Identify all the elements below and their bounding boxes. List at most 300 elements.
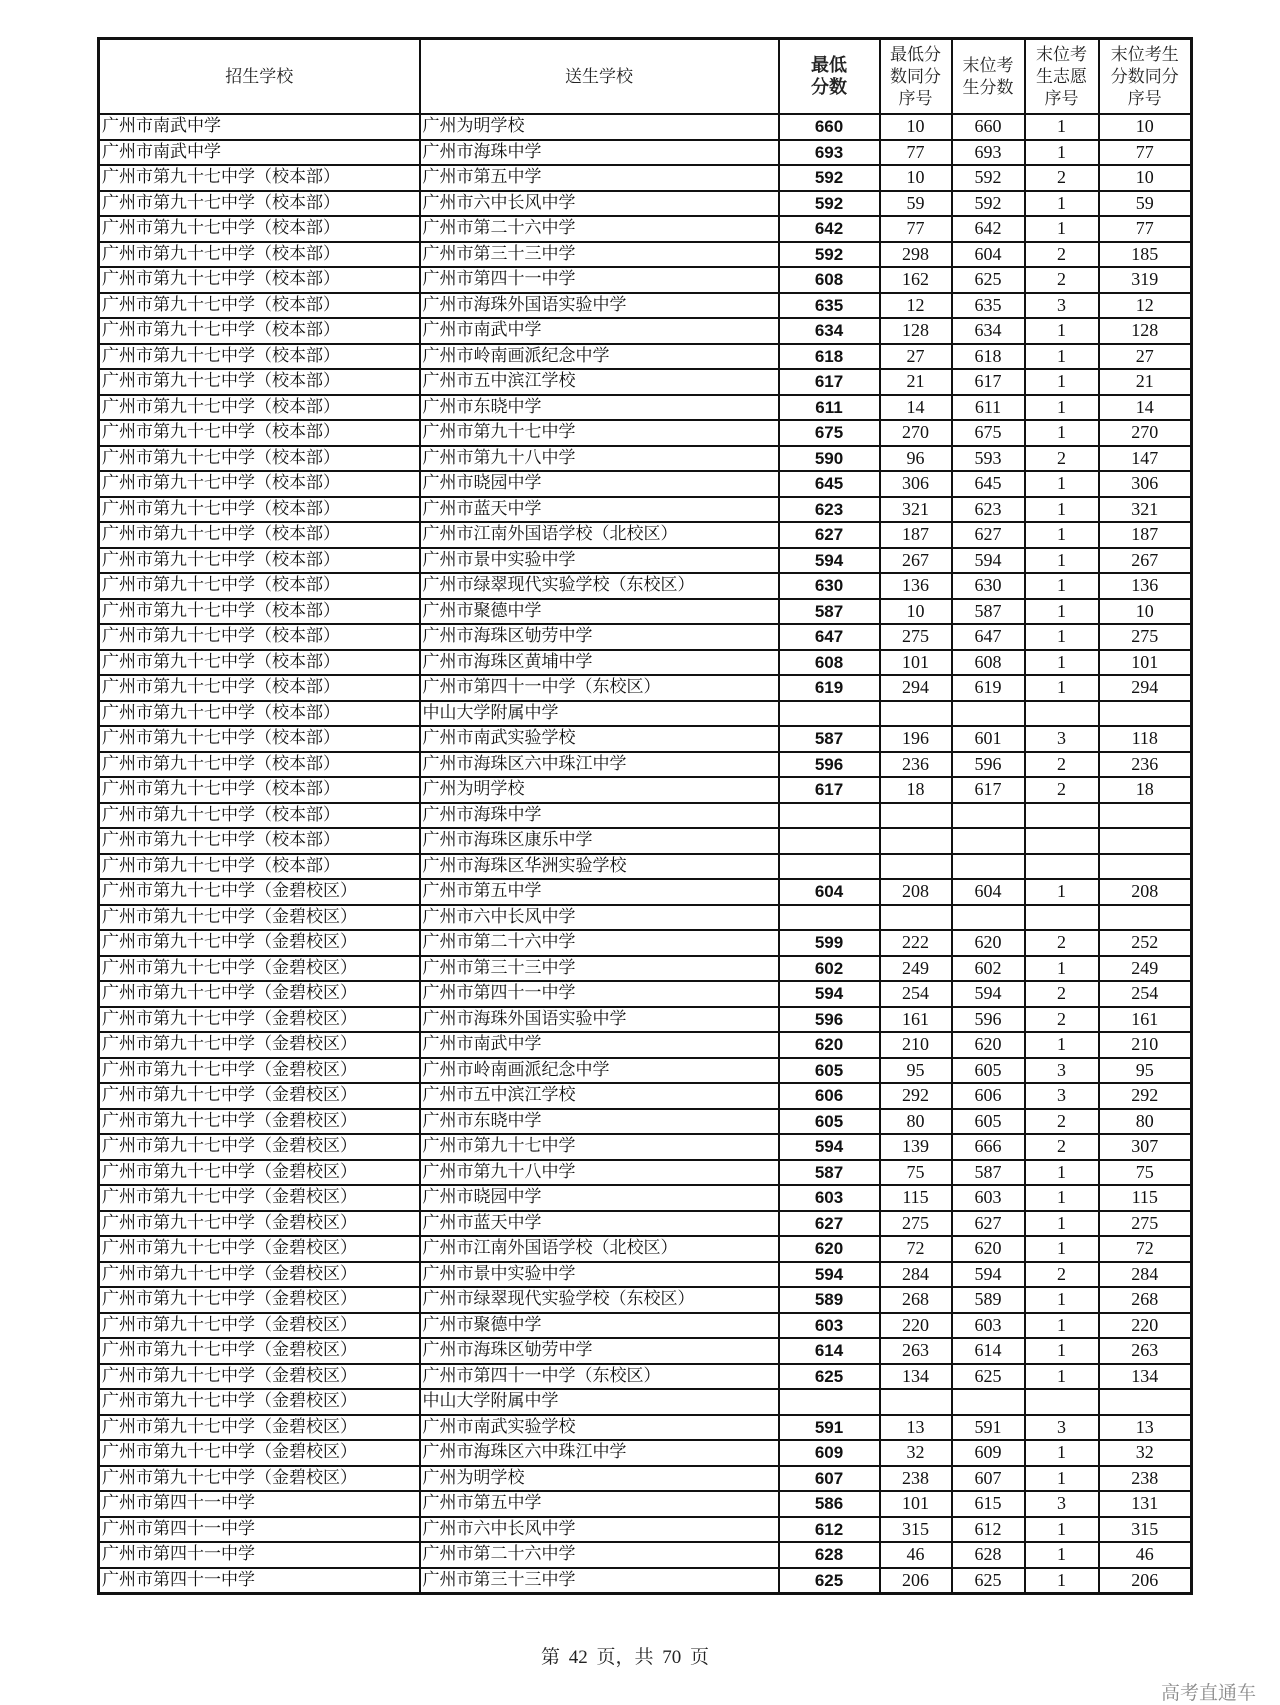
cell-last-student-choice-rank: 3 <box>1025 293 1099 319</box>
table-row <box>99 267 1192 293</box>
cell-sending-school: 广州市景中实验中学 <box>420 1262 779 1288</box>
cell-admitting-school: 广州市第九十七中学（校本部） <box>99 216 420 242</box>
cell-last-student-score: 627 <box>952 522 1025 548</box>
cell-min-score-tie-rank: 236 <box>880 752 952 778</box>
cell-last-student-choice-rank: 1 <box>1025 1287 1099 1313</box>
cell-min-score: 603 <box>779 1313 880 1339</box>
cell-min-score-tie-rank <box>880 905 952 931</box>
table-row <box>99 752 1192 778</box>
header-label-line: 末位考生 <box>1110 44 1179 65</box>
cell-last-student-choice-rank: 1 <box>1025 1364 1099 1390</box>
cell-last-student-score: 609 <box>952 1440 1025 1466</box>
cell-admitting-school: 广州市第九十七中学（校本部） <box>99 497 420 523</box>
cell-sending-school: 广州市第四十一中学 <box>420 267 779 293</box>
cell-last-student-choice-rank: 1 <box>1025 650 1099 676</box>
cell-sending-school: 广州市第五中学 <box>420 165 779 191</box>
cell-min-score-tie-rank: 206 <box>880 1568 952 1594</box>
table-row <box>99 1287 1192 1313</box>
table-row <box>99 242 1192 268</box>
cell-last-student-score: 618 <box>952 344 1025 370</box>
cell-last-student-choice-rank: 1 <box>1025 395 1099 421</box>
cell-min-score-tie-rank: 220 <box>880 1313 952 1339</box>
cell-min-score-tie-rank: 18 <box>880 777 952 803</box>
cell-min-score: 619 <box>779 675 880 701</box>
cell-last-student-choice-rank: 1 <box>1025 1185 1099 1211</box>
cell-min-score-tie-rank: 115 <box>880 1185 952 1211</box>
cell-min-score: 607 <box>779 1466 880 1492</box>
cell-sending-school: 广州市海珠外国语实验中学 <box>420 1007 779 1033</box>
cell-admitting-school: 广州市第九十七中学（校本部） <box>99 548 420 574</box>
cell-min-score: 606 <box>779 1083 880 1109</box>
cell-last-student-tie-rank: 275 <box>1099 1211 1192 1237</box>
table-row <box>99 777 1192 803</box>
cell-admitting-school: 广州市第四十一中学 <box>99 1517 420 1543</box>
cell-admitting-school: 广州市第九十七中学（金碧校区） <box>99 956 420 982</box>
cell-min-score <box>779 701 880 727</box>
cell-last-student-choice-rank: 1 <box>1025 599 1099 625</box>
cell-last-student-score: 608 <box>952 650 1025 676</box>
cell-min-score-tie-rank <box>880 854 952 880</box>
cell-last-student-choice-rank <box>1025 701 1099 727</box>
cell-last-student-score: 625 <box>952 267 1025 293</box>
cell-min-score: 587 <box>779 599 880 625</box>
cell-last-student-tie-rank: 80 <box>1099 1109 1192 1135</box>
cell-last-student-tie-rank: 254 <box>1099 981 1192 1007</box>
cell-admitting-school: 广州市第九十七中学（金碧校区） <box>99 1134 420 1160</box>
cell-min-score-tie-rank: 275 <box>880 1211 952 1237</box>
table-row <box>99 497 1192 523</box>
cell-last-student-tie-rank: 187 <box>1099 522 1192 548</box>
cell-sending-school: 广州市第五中学 <box>420 1491 779 1517</box>
cell-last-student-choice-rank: 1 <box>1025 1568 1099 1594</box>
cell-last-student-score: 620 <box>952 930 1025 956</box>
cell-sending-school: 广州市蓝天中学 <box>420 1211 779 1237</box>
cell-last-student-score: 666 <box>952 1134 1025 1160</box>
cell-last-student-score: 594 <box>952 548 1025 574</box>
cell-last-student-choice-rank: 2 <box>1025 165 1099 191</box>
table-body <box>99 114 1192 1594</box>
cell-last-student-tie-rank: 238 <box>1099 1466 1192 1492</box>
cell-min-score-tie-rank: 10 <box>880 599 952 625</box>
cell-min-score-tie-rank: 96 <box>880 446 952 472</box>
cell-last-student-choice-rank: 3 <box>1025 726 1099 752</box>
cell-sending-school: 广州市岭南画派纪念中学 <box>420 344 779 370</box>
cell-last-student-score: 617 <box>952 369 1025 395</box>
cell-min-score: 693 <box>779 140 880 166</box>
cell-admitting-school: 广州市第四十一中学 <box>99 1542 420 1568</box>
cell-last-student-score: 592 <box>952 165 1025 191</box>
cell-last-student-choice-rank: 1 <box>1025 624 1099 650</box>
cell-sending-school: 广州市海珠区黄埔中学 <box>420 650 779 676</box>
cell-admitting-school: 广州市第九十七中学（校本部） <box>99 369 420 395</box>
cell-last-student-choice-rank <box>1025 828 1099 854</box>
cell-min-score: 617 <box>779 369 880 395</box>
cell-last-student-tie-rank: 10 <box>1099 114 1192 140</box>
cell-min-score-tie-rank: 134 <box>880 1364 952 1390</box>
cell-last-student-tie-rank: 315 <box>1099 1517 1192 1543</box>
cell-last-student-tie-rank: 131 <box>1099 1491 1192 1517</box>
cell-last-student-tie-rank: 27 <box>1099 344 1192 370</box>
table-row <box>99 522 1192 548</box>
cell-last-student-score: 625 <box>952 1364 1025 1390</box>
cell-last-student-choice-rank: 3 <box>1025 1491 1099 1517</box>
cell-sending-school: 广州市海珠区华洲实验学校 <box>420 854 779 880</box>
cell-min-score: 642 <box>779 216 880 242</box>
cell-admitting-school: 广州市第九十七中学（校本部） <box>99 828 420 854</box>
cell-min-score-tie-rank: 298 <box>880 242 952 268</box>
table-row <box>99 879 1192 905</box>
cell-min-score: 594 <box>779 981 880 1007</box>
header-label-line: 最低 <box>811 54 847 76</box>
cell-admitting-school: 广州市第九十七中学（金碧校区） <box>99 1313 420 1339</box>
cell-sending-school: 广州市第九十七中学 <box>420 420 779 446</box>
cell-min-score-tie-rank: 284 <box>880 1262 952 1288</box>
cell-admitting-school: 广州市第九十七中学（校本部） <box>99 522 420 548</box>
cell-last-student-score: 605 <box>952 1109 1025 1135</box>
cell-min-score: 608 <box>779 650 880 676</box>
cell-last-student-choice-rank: 1 <box>1025 318 1099 344</box>
cell-sending-school: 广州市海珠区六中珠江中学 <box>420 752 779 778</box>
cell-sending-school: 广州市海珠区劬劳中学 <box>420 624 779 650</box>
cell-min-score: 592 <box>779 165 880 191</box>
cell-min-score-tie-rank: 21 <box>880 369 952 395</box>
cell-admitting-school: 广州市第九十七中学（校本部） <box>99 803 420 829</box>
header-label-line: 序号 <box>1127 88 1162 109</box>
cell-min-score-tie-rank: 267 <box>880 548 952 574</box>
cell-last-student-choice-rank: 2 <box>1025 1109 1099 1135</box>
cell-min-score-tie-rank: 210 <box>880 1032 952 1058</box>
cell-min-score: 647 <box>779 624 880 650</box>
cell-admitting-school: 广州市第九十七中学（金碧校区） <box>99 1287 420 1313</box>
cell-sending-school: 广州市第二十六中学 <box>420 1542 779 1568</box>
cell-last-student-tie-rank: 249 <box>1099 956 1192 982</box>
header-label-line: 最低分 <box>890 44 941 65</box>
table-row <box>99 930 1192 956</box>
page-number-footer: 第 42 页，共 70 页 <box>540 1647 709 1668</box>
cell-sending-school: 广州市南武中学 <box>420 1032 779 1058</box>
cell-sending-school: 广州市海珠中学 <box>420 140 779 166</box>
admission-score-table <box>97 37 1193 1595</box>
table-row <box>99 1007 1192 1033</box>
header-label-line: 末位考 <box>962 55 1014 76</box>
cell-sending-school: 广州市第九十八中学 <box>420 1160 779 1186</box>
cell-last-student-tie-rank: 59 <box>1099 191 1192 217</box>
cell-min-score: 617 <box>779 777 880 803</box>
table-row <box>99 1568 1192 1594</box>
cell-last-student-choice-rank: 3 <box>1025 1083 1099 1109</box>
cell-last-student-choice-rank: 1 <box>1025 548 1099 574</box>
cell-sending-school: 广州市聚德中学 <box>420 1313 779 1339</box>
table-row <box>99 1134 1192 1160</box>
cell-last-student-tie-rank: 252 <box>1099 930 1192 956</box>
cell-sending-school: 中山大学附属中学 <box>420 701 779 727</box>
cell-sending-school: 广州市第五中学 <box>420 879 779 905</box>
cell-last-student-score: 601 <box>952 726 1025 752</box>
cell-min-score: 620 <box>779 1032 880 1058</box>
table-row <box>99 114 1192 140</box>
cell-admitting-school: 广州市第九十七中学（金碧校区） <box>99 1160 420 1186</box>
cell-admitting-school: 广州市第九十七中学（校本部） <box>99 242 420 268</box>
header-label-line: 数同分 <box>890 66 941 87</box>
cell-min-score: 627 <box>779 1211 880 1237</box>
cell-last-student-tie-rank: 321 <box>1099 497 1192 523</box>
cell-sending-school: 广州为明学校 <box>420 114 779 140</box>
cell-last-student-choice-rank: 1 <box>1025 956 1099 982</box>
table-row <box>99 140 1192 166</box>
cell-last-student-choice-rank: 1 <box>1025 369 1099 395</box>
cell-last-student-score: 619 <box>952 675 1025 701</box>
cell-last-student-choice-rank: 2 <box>1025 930 1099 956</box>
cell-admitting-school: 广州市第九十七中学（校本部） <box>99 573 420 599</box>
cell-last-student-tie-rank <box>1099 905 1192 931</box>
table-row <box>99 344 1192 370</box>
cell-min-score: 611 <box>779 395 880 421</box>
table-row <box>99 1542 1192 1568</box>
cell-min-score-tie-rank: 306 <box>880 471 952 497</box>
cell-last-student-choice-rank: 1 <box>1025 573 1099 599</box>
table-row <box>99 650 1192 676</box>
cell-last-student-choice-rank: 1 <box>1025 420 1099 446</box>
cell-last-student-score: 635 <box>952 293 1025 319</box>
cell-min-score: 625 <box>779 1364 880 1390</box>
cell-min-score: 623 <box>779 497 880 523</box>
cell-last-student-choice-rank: 1 <box>1025 497 1099 523</box>
cell-last-student-tie-rank <box>1099 701 1192 727</box>
cell-last-student-choice-rank: 1 <box>1025 1338 1099 1364</box>
cell-min-score: 605 <box>779 1058 880 1084</box>
cell-sending-school: 广州为明学校 <box>420 1466 779 1492</box>
cell-min-score-tie-rank: 72 <box>880 1236 952 1262</box>
cell-last-student-score: 587 <box>952 599 1025 625</box>
cell-admitting-school: 广州市第九十七中学（金碧校区） <box>99 1262 420 1288</box>
cell-min-score: 587 <box>779 1160 880 1186</box>
cell-last-student-tie-rank: 292 <box>1099 1083 1192 1109</box>
cell-min-score <box>779 854 880 880</box>
header-label-line: 送生学校 <box>565 66 633 87</box>
cell-sending-school: 广州市晓园中学 <box>420 1185 779 1211</box>
cell-admitting-school: 广州市第九十七中学（金碧校区） <box>99 1211 420 1237</box>
table-row <box>99 165 1192 191</box>
cell-min-score-tie-rank: 128 <box>880 318 952 344</box>
cell-sending-school: 广州市南武实验学校 <box>420 726 779 752</box>
cell-admitting-school: 广州市第九十七中学（校本部） <box>99 650 420 676</box>
cell-admitting-school: 广州市第九十七中学（金碧校区） <box>99 1185 420 1211</box>
header-label-line: 生分数 <box>962 77 1014 98</box>
cell-admitting-school: 广州市南武中学 <box>99 140 420 166</box>
table-row <box>99 1364 1192 1390</box>
cell-last-student-choice-rank: 1 <box>1025 114 1099 140</box>
table-row <box>99 726 1192 752</box>
cell-last-student-tie-rank: 136 <box>1099 573 1192 599</box>
cell-last-student-tie-rank: 77 <box>1099 216 1192 242</box>
table-row <box>99 1160 1192 1186</box>
cell-min-score-tie-rank: 268 <box>880 1287 952 1313</box>
cell-min-score-tie-rank: 321 <box>880 497 952 523</box>
cell-min-score: 594 <box>779 548 880 574</box>
cell-last-student-score <box>952 803 1025 829</box>
header-last-student-choice-rank <box>1025 39 1099 115</box>
table-row <box>99 1517 1192 1543</box>
table-row <box>99 1466 1192 1492</box>
cell-min-score: 620 <box>779 1236 880 1262</box>
cell-admitting-school: 广州市第九十七中学（校本部） <box>99 624 420 650</box>
cell-last-student-tie-rank: 220 <box>1099 1313 1192 1339</box>
cell-admitting-school: 广州市第九十七中学（校本部） <box>99 191 420 217</box>
cell-sending-school: 广州市海珠外国语实验中学 <box>420 293 779 319</box>
cell-last-student-tie-rank: 294 <box>1099 675 1192 701</box>
cell-sending-school: 广州市第二十六中学 <box>420 930 779 956</box>
cell-last-student-tie-rank <box>1099 828 1192 854</box>
cell-last-student-choice-rank <box>1025 803 1099 829</box>
cell-admitting-school: 广州市第九十七中学（金碧校区） <box>99 879 420 905</box>
cell-last-student-tie-rank: 18 <box>1099 777 1192 803</box>
cell-last-student-score: 642 <box>952 216 1025 242</box>
cell-min-score-tie-rank: 294 <box>880 675 952 701</box>
cell-last-student-tie-rank <box>1099 803 1192 829</box>
cell-min-score: 628 <box>779 1542 880 1568</box>
cell-admitting-school: 广州市第九十七中学（金碧校区） <box>99 1058 420 1084</box>
cell-min-score: 634 <box>779 318 880 344</box>
cell-last-student-score: 675 <box>952 420 1025 446</box>
cell-last-student-choice-rank: 3 <box>1025 1415 1099 1441</box>
cell-last-student-score: 587 <box>952 1160 1025 1186</box>
table-row <box>99 599 1192 625</box>
cell-min-score-tie-rank: 275 <box>880 624 952 650</box>
cell-min-score: 589 <box>779 1287 880 1313</box>
cell-last-student-choice-rank: 2 <box>1025 1262 1099 1288</box>
cell-sending-school: 广州市海珠中学 <box>420 803 779 829</box>
cell-sending-school: 广州市第三十三中学 <box>420 242 779 268</box>
header-last-student-score <box>952 39 1025 115</box>
cell-sending-school: 广州市绿翠现代实验学校（东校区） <box>420 1287 779 1313</box>
cell-admitting-school: 广州市第九十七中学（金碧校区） <box>99 1109 420 1135</box>
cell-last-student-tie-rank: 75 <box>1099 1160 1192 1186</box>
cell-last-student-score: 612 <box>952 1517 1025 1543</box>
table-row <box>99 803 1192 829</box>
watermark-label: 高考直通车 <box>1160 1682 1256 1704</box>
cell-min-score: 630 <box>779 573 880 599</box>
table-row <box>99 905 1192 931</box>
header-row <box>99 39 1192 115</box>
cell-min-score-tie-rank <box>880 1389 952 1415</box>
cell-min-score-tie-rank: 208 <box>880 879 952 905</box>
cell-last-student-tie-rank: 13 <box>1099 1415 1192 1441</box>
cell-min-score-tie-rank: 263 <box>880 1338 952 1364</box>
cell-admitting-school: 广州市第九十七中学（金碧校区） <box>99 1389 420 1415</box>
table-row <box>99 318 1192 344</box>
cell-admitting-school: 广州市第九十七中学（校本部） <box>99 854 420 880</box>
header-label-line: 分数 <box>811 76 847 98</box>
cell-min-score: 603 <box>779 1185 880 1211</box>
cell-last-student-choice-rank: 1 <box>1025 140 1099 166</box>
cell-last-student-score: 647 <box>952 624 1025 650</box>
cell-admitting-school: 广州市第九十七中学（校本部） <box>99 395 420 421</box>
cell-min-score: 605 <box>779 1109 880 1135</box>
cell-min-score: 608 <box>779 267 880 293</box>
cell-admitting-school: 广州市第九十七中学（校本部） <box>99 752 420 778</box>
cell-last-student-choice-rank: 1 <box>1025 879 1099 905</box>
cell-min-score-tie-rank: 10 <box>880 165 952 191</box>
cell-admitting-school: 广州市第九十七中学（金碧校区） <box>99 930 420 956</box>
cell-last-student-tie-rank: 14 <box>1099 395 1192 421</box>
cell-last-student-choice-rank: 1 <box>1025 1236 1099 1262</box>
cell-sending-school: 广州市五中滨江学校 <box>420 369 779 395</box>
cell-last-student-score: 604 <box>952 879 1025 905</box>
cell-min-score-tie-rank: 27 <box>880 344 952 370</box>
header-label-line: 分数同分 <box>1110 66 1179 87</box>
cell-last-student-tie-rank: 46 <box>1099 1542 1192 1568</box>
cell-min-score <box>779 828 880 854</box>
cell-sending-school: 广州为明学校 <box>420 777 779 803</box>
cell-sending-school: 广州市蓝天中学 <box>420 497 779 523</box>
cell-min-score: 604 <box>779 879 880 905</box>
cell-sending-school: 广州市江南外国语学校（北校区） <box>420 1236 779 1262</box>
cell-min-score: 645 <box>779 471 880 497</box>
cell-last-student-score: 592 <box>952 191 1025 217</box>
cell-sending-school: 广州市东晓中学 <box>420 395 779 421</box>
cell-last-student-score: 596 <box>952 752 1025 778</box>
cell-min-score: 587 <box>779 726 880 752</box>
cell-last-student-tie-rank: 161 <box>1099 1007 1192 1033</box>
cell-last-student-choice-rank: 2 <box>1025 446 1099 472</box>
cell-last-student-choice-rank: 1 <box>1025 1517 1099 1543</box>
cell-last-student-score: 614 <box>952 1338 1025 1364</box>
cell-admitting-school: 广州市第九十七中学（金碧校区） <box>99 1415 420 1441</box>
cell-last-student-choice-rank: 1 <box>1025 1313 1099 1339</box>
cell-last-student-choice-rank: 1 <box>1025 1440 1099 1466</box>
cell-min-score: 625 <box>779 1568 880 1594</box>
cell-last-student-score <box>952 854 1025 880</box>
cell-last-student-choice-rank <box>1025 905 1099 931</box>
cell-last-student-score: 593 <box>952 446 1025 472</box>
table-row <box>99 1262 1192 1288</box>
cell-sending-school: 广州市南武中学 <box>420 318 779 344</box>
cell-last-student-choice-rank <box>1025 854 1099 880</box>
cell-min-score: 586 <box>779 1491 880 1517</box>
cell-last-student-score: 630 <box>952 573 1025 599</box>
cell-admitting-school: 广州市第九十七中学（金碧校区） <box>99 1338 420 1364</box>
table-row <box>99 675 1192 701</box>
table-row <box>99 395 1192 421</box>
cell-sending-school: 广州市第四十一中学 <box>420 981 779 1007</box>
cell-admitting-school: 广州市第九十七中学（校本部） <box>99 726 420 752</box>
cell-admitting-school: 广州市第九十七中学（金碧校区） <box>99 905 420 931</box>
cell-min-score-tie-rank: 95 <box>880 1058 952 1084</box>
cell-min-score: 612 <box>779 1517 880 1543</box>
cell-sending-school: 中山大学附属中学 <box>420 1389 779 1415</box>
cell-min-score-tie-rank: 77 <box>880 216 952 242</box>
table-row <box>99 1236 1192 1262</box>
cell-min-score <box>779 1389 880 1415</box>
cell-last-student-tie-rank: 206 <box>1099 1568 1192 1594</box>
cell-last-student-score: 604 <box>952 242 1025 268</box>
table-row <box>99 701 1192 727</box>
cell-sending-school: 广州市海珠区康乐中学 <box>420 828 779 854</box>
cell-last-student-score: 634 <box>952 318 1025 344</box>
cell-sending-school: 广州市第九十七中学 <box>420 1134 779 1160</box>
table-row <box>99 293 1192 319</box>
cell-min-score-tie-rank: 270 <box>880 420 952 446</box>
cell-sending-school: 广州市绿翠现代实验学校（东校区） <box>420 573 779 599</box>
cell-last-student-choice-rank: 1 <box>1025 1542 1099 1568</box>
cell-last-student-score: 591 <box>952 1415 1025 1441</box>
cell-last-student-score: 620 <box>952 1236 1025 1262</box>
cell-last-student-score <box>952 701 1025 727</box>
table-row <box>99 1338 1192 1364</box>
cell-last-student-score <box>952 828 1025 854</box>
cell-admitting-school: 广州市第四十一中学 <box>99 1568 420 1594</box>
cell-sending-school: 广州市五中滨江学校 <box>420 1083 779 1109</box>
